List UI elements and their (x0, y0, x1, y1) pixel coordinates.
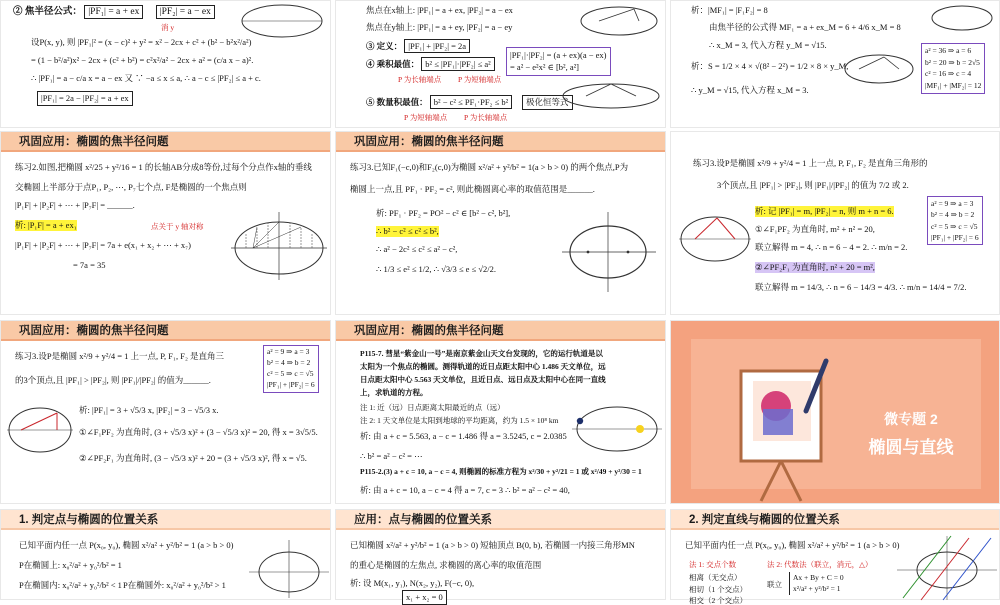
derivation-line-1: 设P(x, y), 则 |PF₁|² = (x − c)² + y² = x² − 2cx + c² + (b² − b²x²/a²) (31, 37, 252, 47)
slide-focal-properties[interactable] (335, 0, 666, 128)
method-2: 法 2: 代数法（联立，消元，△） (767, 560, 873, 569)
answer-line-1: 析: PF₁ · PF₂ = PO² − c² ∈ [b² − c², b²], (376, 208, 511, 218)
relation-intersect: 相交（2 个交点） (689, 596, 748, 605)
product-extremum-line: ④ 乘积最值： b² ≤ |PF₁|·|PF₂| ≤ a² (366, 59, 495, 70)
problem-line-3: 日点距太阳中心 5.563 天文单位，且近日点、远日点及太阳中心在同一直线 (360, 375, 606, 384)
slide-title-bar: 巩固应用：椭圆的焦半径问题 (336, 132, 665, 152)
derivation-line-3: ∴ |PF₁| = a − c/a x = a − ex 又 ∵ −a ≤ x ≤ a, ∴ a − c ≤ |PF₂| ≤ a + c. (31, 73, 261, 83)
point-inside-ellipse: P在椭圆内: x₀²/a² + y₀²/b² < 1 (19, 580, 122, 590)
slide-exercise-3-focal[interactable] (0, 320, 331, 504)
slide-focal-example-solution[interactable] (670, 0, 1000, 128)
point-on-ellipse: P在椭圆上: x₀²/a² + y₀²/b² = 1 (19, 560, 122, 570)
answer-line-2: ①∠F₁PF₂ 为直角时, m² + n² = 20, (755, 224, 875, 234)
eliminate-y-note: 消 y (161, 23, 175, 32)
right-triangle-ellipse-figure (677, 208, 753, 270)
problem-line-4: 上，求轨道的方程。 (360, 388, 428, 397)
slide-point-position-application[interactable] (335, 509, 666, 600)
answer-line-1: 析: |PF₁| = 3 + √5/3 x, |PF₂| = 3 − √5/3 x. (79, 405, 219, 415)
answer-line-1: 析: 记 |PF₁| = m, |PF₂| = n, 则 m + n = 6. (755, 206, 894, 216)
slide-exercise-3-eccentricity[interactable] (335, 131, 666, 315)
ellipse-params-box: a² = 36 ⇒ a = 6 b² = 20 ⇒ b = 2√5 c² = 16 ⇒ c = 4 |MF₁| + |MF₂| = 12 (921, 43, 985, 94)
solution-line-1: 析：|MF₁| = |F₁F₂| = 8 (691, 5, 768, 15)
answer-line-4: ∴ 1/3 ≤ e² ≤ 1/2, ∴ √3/3 ≤ e ≤ √2/2. (376, 264, 496, 274)
dot-product-extremum-line: ⑤ 数量积最值： b² − c² ≤ PF₁·PF₂ ≤ b² (366, 97, 512, 108)
ellipse-top-icon (927, 3, 997, 33)
point-ellipse-figure (249, 538, 329, 598)
answer-line-3: 联立解得 m = 4, ∴ n = 6 − 4 = 2. ∴ m/n = 2. (755, 242, 908, 252)
ellipse-dot-product-icon (556, 81, 666, 111)
solution-line-3: ∴ x_M = 3, 代入方程 y_M = √15. (709, 40, 827, 50)
y-axis-focus-line: 焦点在y轴上: |PF₁| = a + ey, |PF₂| = a − ey (366, 22, 513, 32)
answer-line-2: |P₁F| + |P₂F| + ⋯ + |P₇F| = 7a + e(x₁ + x₂ + ⋯ + x₇) (15, 240, 191, 250)
answer-line-3: ∴ a² − 2c² ≤ c² ≤ a² − c², (376, 244, 458, 254)
answer-line-4: ②∠PF₂F₁ 为直角时, n² + 20 = m², (755, 262, 875, 272)
p-short-axis-note: P 为短轴端点 (458, 75, 502, 84)
solution-line-4: 析：S = 1/2 × 4 × √(8² − 2²) = 1/2 × 8 × y_M, (691, 61, 849, 71)
answer-line-3: = 7a = 35 (73, 260, 106, 270)
question-line-1: 已知椭圆 x²/a² + y²/b² = 1 (a > b > 0) 短轴顶点 B(0, b), 若椭圆一内接三角形MN (350, 540, 635, 550)
problem-line-2: 太阳为一个焦点的椭圆。测得轨道的近日点距太阳中心 1.486 天文单位，远 (360, 362, 606, 371)
question-line-1: 练习3.设P是椭圆 x²/9 + y²/4 = 1 上一点, P, F₁, F₂ 是直角三 (15, 351, 225, 361)
p-short-axis-note-2: P 为短轴端点 (404, 113, 448, 122)
join-label: 联立 (767, 580, 782, 589)
slide-title-bar: 巩固应用：椭圆的焦半径问题 (1, 132, 330, 152)
question-line-2: 的3个顶点,且 |PF₁| > |PF₂|, 则 |PF₁|/|PF₂| 的值为______. (15, 375, 211, 385)
answer-line-2: ∴ b² − c² ≤ c² ≤ b², (376, 226, 439, 236)
question-line-1: 练习3.设P是椭圆 x²/9 + y²/4 = 1 上一点, P, F₁, F₂ 是直角三角形的 (693, 158, 928, 168)
derivation-line-2: = (1 − b²/a²)x² − 2cx + (c² + b²) = c²x²/a² − 2cx + a² = (c/a x − a)². (31, 55, 254, 65)
answer-line-2: x₁ + x₂ = 0 (402, 590, 447, 605)
problem-line-1: P115-7. 彗星“紫金山一号”是南京紫金山天文台发现的，它的运行轨道是以 (360, 349, 603, 358)
ellipse-divided-axis-figure (231, 202, 327, 282)
slide-exercise-3-right-triangle[interactable] (670, 131, 1000, 315)
question-line-1: 已知平面内任一点 P(x₀, y₀), 椭圆 x²/a² + y²/b² = 1 (a > b > 0) (19, 540, 234, 550)
solution-line-4: 析: 由 a + c = 10, a − c = 4 得 a = 7, c = 3 ∴ b² = a² − c² = 40, (360, 485, 570, 495)
answer-line-2: ①∠F₁PF₂ 为直角时, (3 + √5/3 x)² + (3 − √5/3 x)² = 20, 得 x = 3√5/5. (79, 427, 318, 437)
slide-title-bar: 巩固应用：椭圆的焦半径问题 (336, 321, 665, 341)
question-line-3: |P₁F| + |P₂F| + ⋯ + |P₇F| = ______. (15, 200, 135, 210)
question-line-2: 3个顶点,且 |PF₁| > |PF₂|, 则 |PF₁|/|PF₂| 的值为 7/2 或 2. (717, 180, 909, 190)
answer-line-1: 析: |P₁F| = a + ex₁ (15, 220, 77, 230)
relation-tangent: 相切（1 个交点） (689, 585, 748, 594)
solution-line-1: 析: 由 a + c = 5.563, a − c = 1.486 得 a = 3.5245, c = 2.0385 (360, 431, 567, 441)
relation-separate: 相离（无交点） (689, 573, 742, 582)
easel-painting-icon (731, 351, 851, 511)
ellipse-mini-icon (237, 1, 327, 41)
ellipse-params-box: a² = 9 ⇒ a = 3 b² = 4 ⇒ b = 2 c² = 5 ⇒ c = √5 |PF₁| + |PF₂| = 6 (927, 196, 983, 245)
slide-title-bar: 1. 判定点与椭圆的位置关系 (1, 510, 330, 530)
question-line-2: 交椭圆上半部分于点P₁, P₂, ⋯, P₇七个点, F是椭圆的一个焦点则 (15, 182, 247, 192)
slide-title-bar: 2. 判定直线与椭圆的位置关系 (671, 510, 999, 530)
question-line-1: 练习3.已知F₁(−c,0)和F₂(c,0)为椭圆 x²/a² + y²/b² = 1(a > b > 0) 的两个焦点,P为 (350, 162, 629, 172)
solution-line-2: ∴ b² = a² − c² = ⋯ (360, 451, 423, 461)
slide-micro-topic-cover[interactable] (670, 320, 1000, 504)
ellipse-foci-icon (574, 3, 664, 39)
method-1: 法 1: 交点个数 (689, 560, 737, 569)
slide-comet-orbit-problem[interactable] (335, 320, 666, 504)
solution-line-3: P115-2.(3) a + c = 10, a − c = 4, 则椭圆的标准方程为 x²/30 + y²/21 = 1 或 x²/49 + y²/30 = 1 (360, 467, 642, 476)
symmetry-note: 点关于 y 轴对称 (151, 222, 204, 231)
cover-title: 微专题 2 椭圆与直线 (868, 411, 954, 457)
slide-title-bar: 巩固应用：椭圆的焦半径问题 (1, 321, 330, 341)
solution-line-5: ∴ y_M = √15, 代入方程 x_M = 3. (691, 85, 809, 95)
p-long-axis-note-2: P 为长轴端点 (464, 113, 508, 122)
answer-line-1: 析: 设 M(x₁, y₁), N(x₂, y₂), F(−c, 0), (350, 578, 475, 588)
slide-exercise-2[interactable] (0, 131, 331, 315)
polarization-identity-tag: 极化恒等式 (522, 95, 573, 110)
system-of-equations: Ax + By + C = 0 x²/a² + y²/b² = 1 (789, 572, 844, 595)
point-outside-ellipse: P在椭圆外: x₀²/a² + y₀²/b² > 1 (123, 580, 226, 590)
pf2-formula: |PF₂| = a − ex (156, 5, 215, 19)
p-long-axis-note: P 为长轴端点 (398, 75, 442, 84)
note-line-2: 注 2: 1 天文单位是太阳到地球的平均距离，约为 1.5 × 10⁸ km (360, 416, 559, 425)
question-line-1: 已知平面内任一点 P(x₀, y₀), 椭圆 x²/a² + y²/b² = 1 (a > b > 0) (685, 540, 900, 550)
answer-line-3: ②∠PF₂F₁ 为直角时, (3 − √5/3 x)² + 20 = (3 + √5/3 x)², 得 x = √5. (79, 453, 307, 463)
derivation-line-4: |PF₁| = 2a − |PF₂| = a + ex (37, 91, 133, 106)
right-triangle-ellipse-figure (5, 399, 75, 461)
ellipse-params-box: a² = 9 ⇒ a = 3 b² = 4 ⇒ b = 2 c² = 5 ⇒ c = √5 |PF₁| + |PF₂| = 6 (263, 345, 319, 393)
slide-title-bar: 应用：点与椭圆的位置关系 (336, 510, 665, 530)
pf1-formula: |PF₁| = a + ex (84, 5, 143, 19)
ellipse-foci-axes-figure (558, 208, 658, 294)
ellipse-example-icon (839, 49, 919, 85)
answer-line-5: 联立解得 m = 14/3, ∴ n = 6 − 14/3 = 4/3. ∴ m/n = 14/4 = 7/2. (755, 282, 967, 292)
formula-heading: ② 焦半径公式： |PF₁| = a + ex |PF₂| = a − ex (13, 7, 215, 19)
definition-line: ③ 定义： |PF₁| + |PF₂| = 2a (366, 41, 470, 52)
question-line-2: 椭圆上一点,且 PF₁ · PF₂ = c², 则此椭圆离心率的取值范围是______. (350, 184, 595, 194)
x-axis-focus-line: 焦点在x轴上: |PF₁| = a + ex, |PF₂| = a − ex (366, 5, 513, 15)
product-box: |PF₁|·|PF₂| = (a + ex)(a − ex) = a² − e²x² ∈ [b², a²] (506, 47, 611, 76)
line-ellipse-figure (897, 534, 997, 600)
question-line-1: 练习2.如图,把椭圆 x²/25 + y²/16 = 1 的长轴AB分成8等份,过每个分点作x轴的垂线 (15, 162, 312, 172)
solution-line-2: 由焦半径的公式得 MF₁ = a + ex_M = 6 + 4/6 x_M = 8 (709, 22, 901, 32)
slide-focal-radius-formula[interactable] (0, 0, 331, 128)
slide-point-position[interactable] (0, 509, 331, 600)
question-line-2: 的重心是椭圆的左焦点, 求椭圆的离心率的取值范围 (350, 560, 542, 570)
slide-line-position[interactable] (670, 509, 1000, 605)
note-line-1: 注 1: 近（远）日点距离太阳最近的点（远） (360, 403, 505, 412)
comet-orbit-figure (572, 399, 662, 459)
